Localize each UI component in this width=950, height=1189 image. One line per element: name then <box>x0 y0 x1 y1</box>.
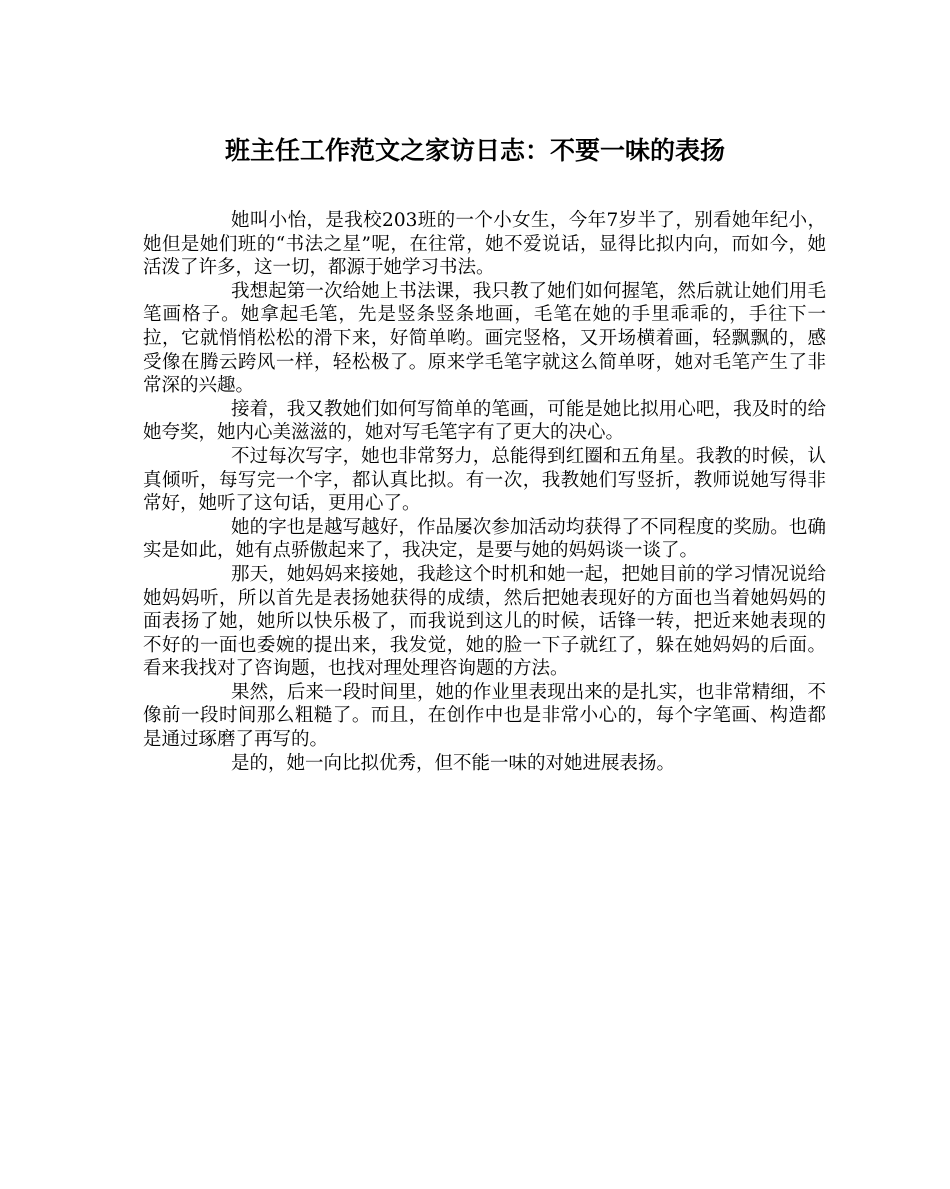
paragraph-3: 接着，我又教她们如何写简单的笔画，可能是她比拟用心吧，我及时的给她夸奖，她内心美滋滋的，她对写毛笔字有了更大的决心。 <box>143 398 826 444</box>
paragraph-7: 果然，后来一段时间里，她的作业里表现出来的是扎实，也非常精细，不像前一段时间那么粗糙了。而且，在创作中也是非常小心的，每个字笔画、构造都是通过琢磨了再写的。 <box>143 681 826 751</box>
paragraph-8: 是的，她一向比拟优秀，但不能一味的对她进展表扬。 <box>231 752 676 774</box>
paragraph-6: 那天，她妈妈来接她，我趁这个时机和她一起，把她目前的学习情况说给她妈妈听，所以首先是表扬她获得的成绩，然后把她表现好的方面也当着她妈妈的面表扬了她，她所以快乐极了，而我说到这儿的时候，话锋一转，把近来她表现的不好的一面也委婉的提出来，我发觉，她的脸一下子就红了，躲在她妈妈的后面。看来我找对了咨询题，也找对理处理咨询题的方法。 <box>143 563 826 680</box>
paragraph-1: 她叫小怡，是我校203班的一个小女生，今年7岁半了，别看她年纪小，她但是她们班的“书法之星”呢，在往常，她不爱说话，显得比拟内向，而如今，她活泼了许多，这一切，都源于她学习书法。 <box>143 210 826 279</box>
document-body <box>143 209 826 775</box>
paragraph-2: 我想起第一次给她上书法课，我只教了她们如何握笔，然后就让她们用毛笔画格子。她拿起毛笔，先是竖条竖条地画，毛笔在她的手里乖乖的，手往下一拉，它就悄悄松松的滑下来，好简单哟。画完竖格，又开场横着画，轻飘飘的，感受像在腾云跨风一样，轻松极了。原来学毛笔字就这么简单呀，她对毛笔产生了非常深的兴趣。 <box>143 280 826 397</box>
document-title: 班主任工作范文之家访日志：不要一味的表扬 <box>224 136 725 165</box>
paragraph-4: 不过每次写字，她也非常努力，总能得到红圈和五角星。我教的时候，认真倾听，每写完一个字，都认真比拟。有一次，我教她们写竖折，教师说她写得非常好，她听了这句话，更用心了。 <box>143 445 826 515</box>
paragraph-5: 她的字也是越写越好，作品屡次参加活动均获得了不同程度的奖励。也确实是如此，她有点骄傲起来了，我决定，是要与她的妈妈谈一谈了。 <box>143 516 826 562</box>
